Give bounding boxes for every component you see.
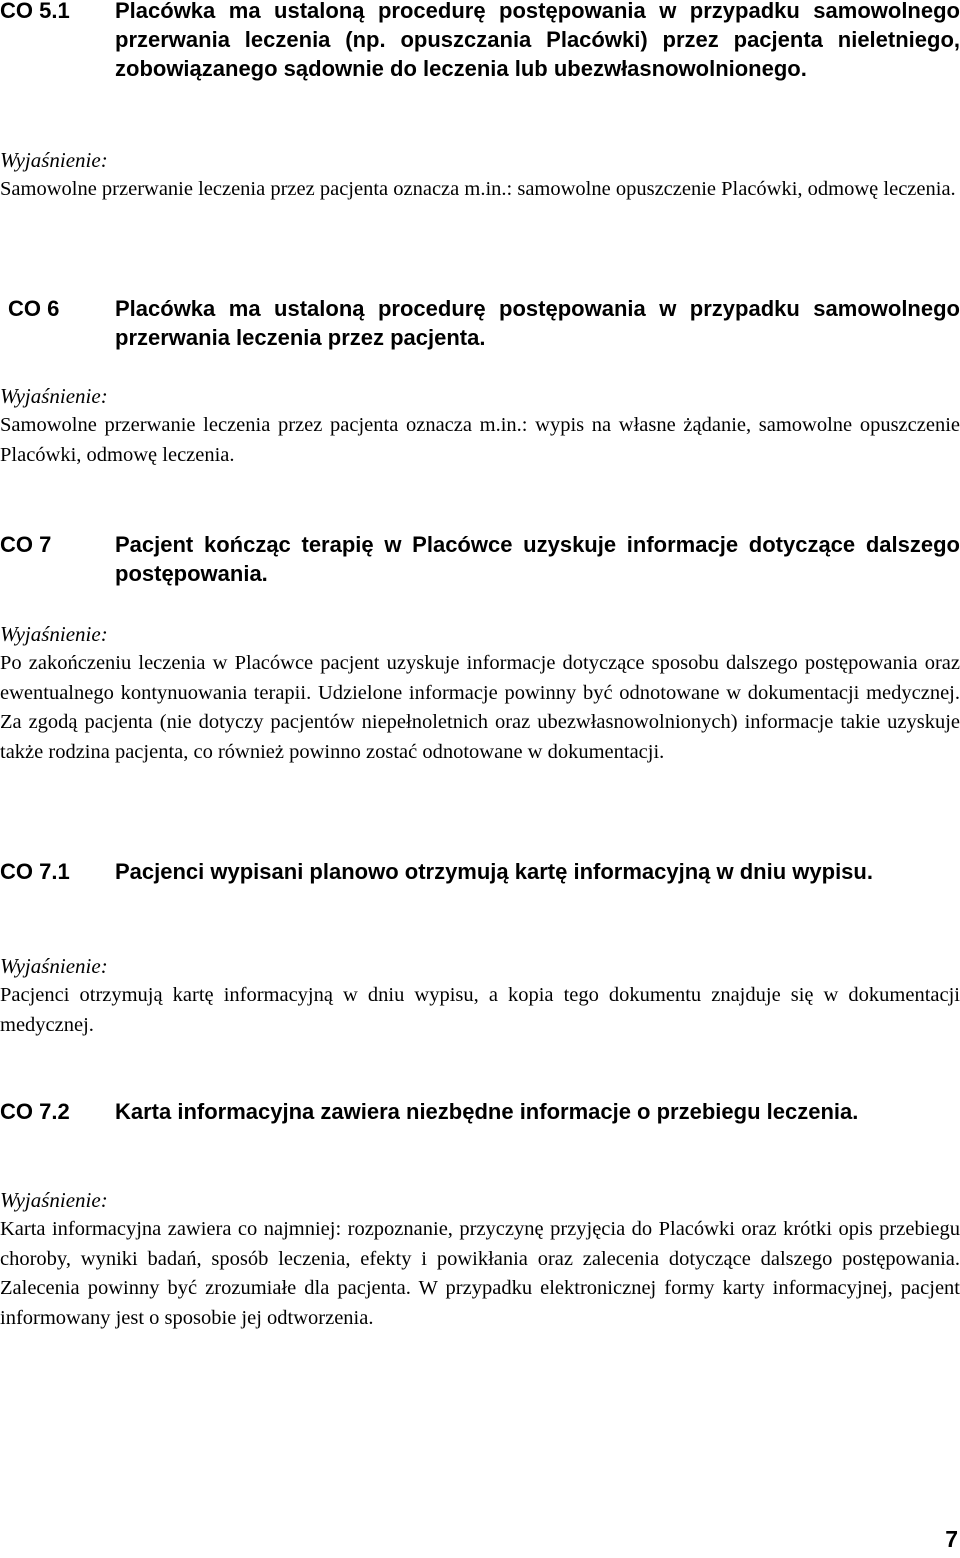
explanation-text: Karta informacyjna zawiera co najmniej: rozpoznanie, przyczynę przyjęcia do Placówki oraz krótki opis przebiegu choroby, wyniki badań, sposób leczenia, efekty i powikłania oraz zalecenia dotyczące dalszego postępowania. Zalecenia powinny być zrozumiałe dla pacjenta. W przypadku elektronicznej formy karty informacyjnej, pacjent informowany jest o sposobie jej odtworzenia. — [0, 1218, 960, 1329]
criterion-code: CO 7 — [0, 532, 52, 557]
explanation-text: Samowolne przerwanie leczenia przez pacjenta oznacza m.in.: wypis na własne żądanie, samowolne opuszczenie Placówki, odmowę leczenia. — [0, 414, 960, 466]
explanation-text: Po zakończeniu leczenia w Placówce pacjent uzyskuje informacje dotyczące sposobu dalszego postępowania oraz ewentualnego kontynuowania terapii. Udzielone informacje powinny być odnotowane w dokumentacji medycznej. Za zgodą pacjenta (nie dotyczy pacjentów niepełnoletnich oraz ubezwłasnowolnionych) informacje takie uzyskuje także rodzina pacjenta, co również powinno zostać odnotowane w dokumentacji. — [0, 652, 960, 763]
explanation-text: Samowolne przerwanie leczenia przez pacjenta oznacza m.in.: samowolne opuszczenie Placówki, odmowę leczenia. — [0, 178, 956, 200]
explanation-label: Wyjaśnienie: — [0, 384, 108, 408]
criterion-title: Placówka ma ustaloną procedurę postępowania w przypadku samowolnego przerwania leczenia (np. opuszczania Placówki) przez pacjenta nieletniego, zobowiązanego sądownie do leczenia lub ubezwłasnowolnionego. — [115, 0, 960, 81]
criterion-title: Karta informacyjna zawiera niezbędne informacje o przebiegu leczenia. — [115, 1099, 859, 1124]
criterion-title: Pacjent kończąc terapię w Placówce uzyskuje informacje dotyczące dalszego postępowania. — [115, 532, 960, 586]
explanation-text: Pacjenci otrzymują kartę informacyjną w dniu wypisu, a kopia tego dokumentu znajduje się w dokumentacji medycznej. — [0, 984, 960, 1036]
criterion-title: Placówka ma ustaloną procedurę postępowania w przypadku samowolnego przerwania leczenia przez pacjenta. — [115, 296, 960, 350]
criterion-title: Pacjenci wypisani planowo otrzymują kartę informacyjną w dniu wypisu. — [115, 859, 873, 884]
criterion-code: CO 5.1 — [0, 0, 70, 23]
explanation-block — [0, 952, 960, 1040]
criterion-code: CO 7.1 — [0, 859, 70, 884]
explanation-block — [0, 146, 960, 205]
explanation-label: Wyjaśnienie: — [0, 1188, 108, 1212]
explanation-block — [0, 620, 960, 767]
explanation-label: Wyjaśnienie: — [0, 148, 108, 172]
explanation-block — [0, 1186, 960, 1333]
explanation-block — [0, 382, 960, 470]
explanation-label: Wyjaśnienie: — [0, 954, 108, 978]
criterion-code: CO 6 — [8, 296, 60, 321]
page-number: 7 — [945, 1526, 958, 1552]
criterion-code: CO 7.2 — [0, 1099, 70, 1124]
explanation-label: Wyjaśnienie: — [0, 622, 108, 646]
